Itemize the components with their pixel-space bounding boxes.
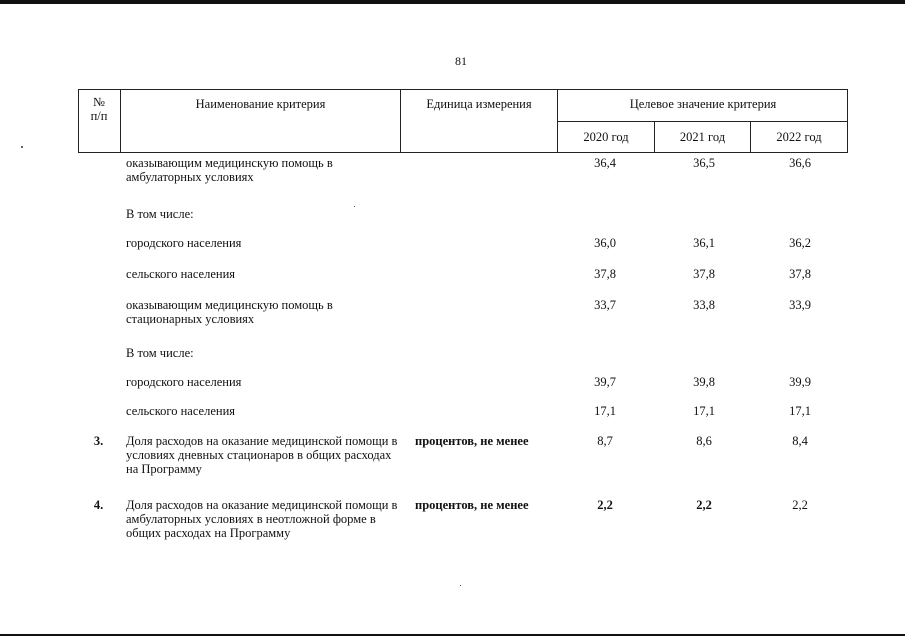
criterion-cell: В том числе: [126, 207, 194, 221]
value-2022: 36,6 [789, 156, 811, 170]
header-num [78, 95, 120, 123]
value-2022: 37,8 [789, 267, 811, 281]
value-2020: 2,2 [597, 498, 613, 512]
value-2022: 36,2 [789, 236, 811, 250]
header-criterion: Наименование критерия [195, 97, 326, 111]
header-target: Целевое значение критерия [629, 97, 777, 111]
value-2020: 33,7 [594, 298, 616, 312]
unit-cell: процентов, не менее [415, 434, 529, 448]
criterion-cell: оказывающим медицинскую помощь в амбулаторных условиях [126, 156, 333, 184]
top-rule [0, 0, 905, 4]
value-2021: 36,5 [693, 156, 715, 170]
bottom-rule [0, 634, 905, 636]
criterion-cell: сельского населения [126, 267, 236, 281]
header-year-2020: 2020 год [583, 130, 629, 144]
header-year-2022: 2022 год [776, 130, 822, 144]
value-2020: 39,7 [594, 375, 616, 389]
header-border-bottom [78, 152, 848, 153]
value-2021: 37,8 [693, 267, 715, 281]
header-unit: Единица измерения [426, 97, 532, 111]
scan-speck [460, 585, 461, 586]
row-number: 3. [93, 434, 104, 448]
criterion-cell: сельского населения [126, 404, 236, 418]
criterion-cell: Доля расходов на оказание медицинской помощи в амбулаторных условиях в неотложной форме в общих расходах на Программу [126, 498, 398, 540]
value-2021: 8,6 [696, 434, 712, 448]
criterion-cell: Доля расходов на оказание медицинской помощи в условиях дневных стационаров в общих расходах на Программу [126, 434, 398, 476]
value-2020: 37,8 [594, 267, 616, 281]
value-2022: 33,9 [789, 298, 811, 312]
criterion-cell: городского населения [126, 236, 242, 250]
value-2022: 17,1 [789, 404, 811, 418]
unit-cell: процентов, не менее [415, 498, 529, 512]
header-border-top [78, 89, 848, 90]
value-2021: 36,1 [693, 236, 715, 250]
value-2020: 36,0 [594, 236, 616, 250]
header-year-2021: 2021 год [679, 130, 726, 144]
value-2021: 2,2 [696, 498, 712, 512]
row-number: 4. [93, 498, 104, 512]
value-2022: 8,4 [792, 434, 808, 448]
header-num-line1: № [93, 95, 105, 109]
header-subrow-line [557, 121, 848, 122]
value-2020: 36,4 [594, 156, 616, 170]
criterion-cell: оказывающим медицинскую помощь в стационарных условиях [126, 298, 333, 326]
value-2020: 8,7 [597, 434, 613, 448]
value-2021: 17,1 [693, 404, 715, 418]
criterion-cell: городского населения [126, 375, 242, 389]
margin-dot [21, 146, 23, 148]
value-2022: 39,9 [789, 375, 811, 389]
value-2020: 17,1 [594, 404, 616, 418]
value-2021: 39,8 [693, 375, 715, 389]
table-header [78, 89, 848, 153]
criterion-cell: В том числе: [126, 346, 194, 360]
header-num-line2: п/п [90, 109, 108, 123]
page-number: 81 [455, 54, 467, 68]
value-2022: 2,2 [792, 498, 808, 512]
value-2021: 33,8 [693, 298, 715, 312]
